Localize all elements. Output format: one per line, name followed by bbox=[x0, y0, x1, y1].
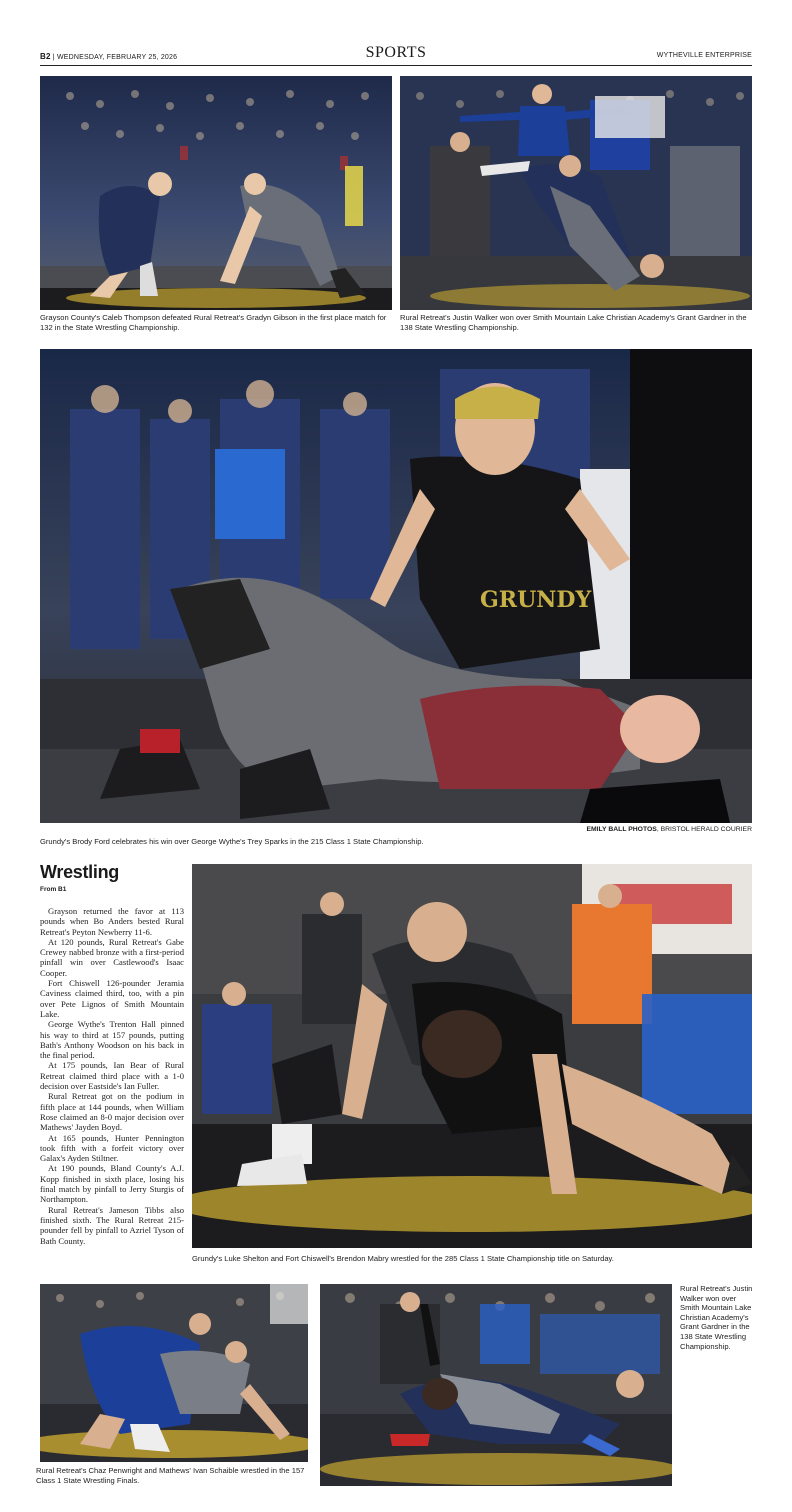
story-paragraph: Grayson returned the favor at 113 pounds when Bo Anders bested Rural Retreat's Peyton Newberry 11-6. bbox=[40, 906, 184, 937]
photo-penwright-schaible bbox=[40, 1284, 308, 1462]
page-header bbox=[40, 44, 752, 66]
caption-bottom-left: Rural Retreat's Chaz Penwright and Mathews' Ivan Schaible wrestled in the 157 Class 1 State Wrestling Finals. bbox=[36, 1466, 305, 1485]
story-paragraph: Rural Retreat's Jameson Tibbs also finished sixth. The Rural Retreat 215-pounder fell by pinfall to Azriel Tyson of Bath County. bbox=[40, 1204, 184, 1246]
page-folio: B2 | WEDNESDAY, FEBRUARY 25, 2026 bbox=[40, 52, 178, 61]
story-paragraph: Rural Retreat got on the podium in fifth place at 144 pounds, when William Rose claimed an 8-0 major decision over Mathews' Jayden Boyd. bbox=[40, 1091, 184, 1133]
publication-name: WYTHEVILLE ENTERPRISE bbox=[656, 52, 752, 59]
caption-top-left: Grayson County's Caleb Thompson defeated Rural Retreat's Gradyn Gibson in the first place match for 132 in the State Wrestling Championship. bbox=[40, 313, 387, 332]
story-paragraph: At 175 pounds, Ian Bear of Rural Retreat claimed third place with a 1-0 decision over Eastside's Ian Fuller. bbox=[40, 1060, 184, 1092]
article-body bbox=[40, 906, 184, 1246]
issue-date: WEDNESDAY, FEBRUARY 25, 2026 bbox=[56, 54, 178, 61]
photo-walker-gardner bbox=[400, 76, 752, 310]
photo-walker-gardner-2 bbox=[320, 1284, 672, 1486]
photo-shelton-mabry bbox=[192, 864, 752, 1248]
caption-main: Grundy's Brody Ford celebrates his win over George Wythe's Trey Sparks in the 215 Class 1 State Championship. bbox=[40, 837, 424, 846]
caption-top-right: Rural Retreat's Justin Walker won over Smith Mountain Lake Christian Academy's Grant Gardner in the 138 State Wrestling Championship. bbox=[400, 313, 747, 332]
section-name: SPORTS bbox=[365, 44, 427, 61]
credit-org: , BRISTOL HERALD COURIER bbox=[656, 826, 752, 833]
article-headline: Wrestling bbox=[40, 862, 119, 882]
article-jump-line: From B1 bbox=[40, 886, 67, 893]
story-paragraph: At 190 pounds, Bland County's A.J. Kopp finished in sixth place, losing his final match by pinfall to Jerry Sturgis of Northampton. bbox=[40, 1163, 184, 1205]
story-paragraph: George Wythe's Trenton Hall pinned his way to third at 157 pounds, putting Bath's Anthony Woodson on his back in the final period. bbox=[40, 1019, 184, 1061]
photo-thompson-gibson bbox=[40, 76, 392, 310]
credit-name: EMILY BALL PHOTOS bbox=[586, 826, 657, 833]
story-paragraph: At 165 pounds, Hunter Pennington took fifth with a forfeit victory over Galax's Ayden Stiltner. bbox=[40, 1132, 184, 1164]
story-paragraph: Fort Chiswell 126-pounder Jeramia Caviness claimed third, too, with a pin over Pete Lignos of Smith Mountain Lake. bbox=[40, 978, 184, 1019]
story-paragraph: At 120 pounds, Rural Retreat's Gabe Crewey nabbed bronze with a first-period pinfall win over Castlewood's Isaac Cooper. bbox=[40, 936, 184, 978]
photo-credit bbox=[380, 826, 752, 833]
photo-ford-sparks bbox=[40, 349, 752, 823]
caption-mid: Grundy's Luke Shelton and Fort Chiswell's Brendon Mabry wrestled for the 285 Class 1 State Championship title on Saturday. bbox=[192, 1254, 614, 1263]
singlet-text: GRUNDY bbox=[480, 587, 592, 613]
page-number: B2 bbox=[40, 52, 51, 61]
caption-bottom-right: Rural Retreat's Justin Walker won over Smith Mountain Lake Christian Academy's Grant Gardner in the 138 State Wrestling Championship. bbox=[680, 1284, 753, 1351]
